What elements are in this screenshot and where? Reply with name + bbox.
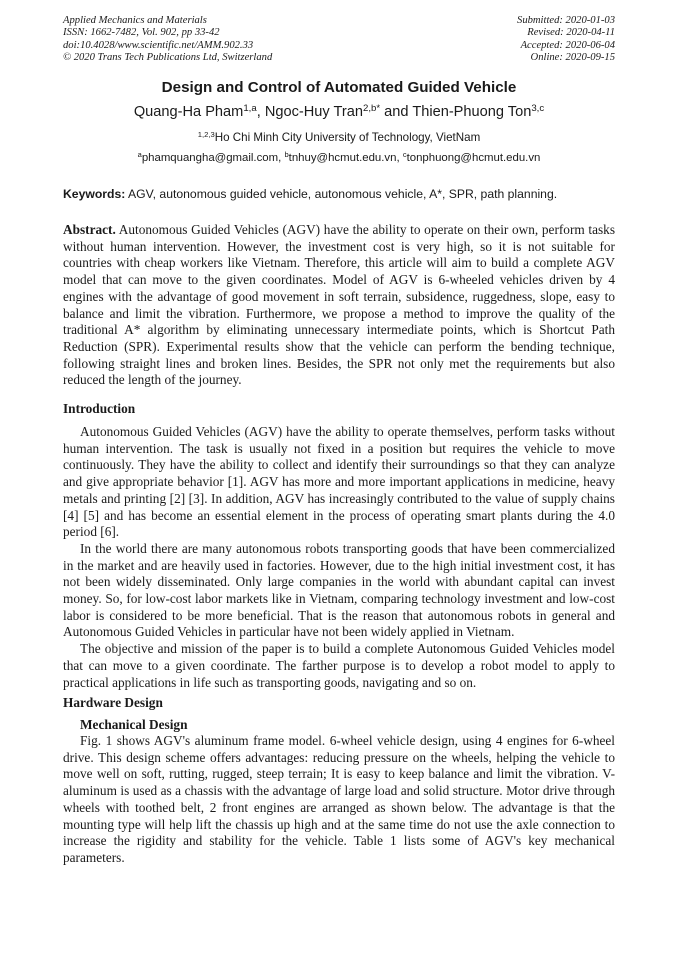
keywords [63,187,615,201]
email-list [0,149,678,164]
email-separator: , [278,152,285,164]
journal-name: Applied Mechanics and Materials [63,15,207,26]
abstract-text: Autonomous Guided Vehicles (AGV) have the ability to operate on their own, perform tasks without human intervention. However, the investment cost is very high, so it is not suitable for countries with cheap workers like Vietnam. Therefore, this article will aim to build a complete AGV model that can move to the given coordinates. Model of AGV is 6-wheeled vehicles driven by 4 engines with the advantage of good movement in soft terrain, subsidence, ruggedness, slope, easy to balance and limit the vibration. Furthermore, we propose a method to improve the quality of the traditional A* algorithm by eliminating unnecessary intermediate points, which is Shortcut Path Reduction (SPR). Experimental results show that the vehicle can perform the bending technique, following straight lines and broken lines. Besides, the SPR not only met the requirements but also reduced the length of the journey. [63,222,615,388]
journal-doi: doi:10.4028/www.scientific.net/AMM.902.33 [63,39,254,51]
email-marker: c [402,149,407,159]
author-marker: 1,a [243,102,257,114]
introduction-body [63,424,615,691]
journal-copyright: © 2020 Trans Tech Publications Ltd, Switzerland [63,52,273,64]
author-name: Thien-Phuong Ton [412,104,532,120]
hardware-heading: Hardware Design [63,695,163,710]
author-name: Ngoc-Huy Tran [264,104,363,120]
paragraph: Autonomous Guided Vehicles (AGV) have the ability to operate themselves, perform tasks without human intervention. The task is usually not fixed in a position but requires the vehicle to move continuously. They have the ability to collect and identify their surroundings so that they can analyze and give appropriate behavior [1]. AGV has more and more important applications in medicine, heavy metals and printing [2] [3]. In addition, AGV has increasingly contributed to the value of supply chains [4] [5] and has become an essential element in the process of operating smart plants during the 4.0 period [6]. [63,424,615,540]
paragraph: Fig. 1 shows AGV's aluminum frame model. 6-wheel vehicle design, using 4 engines for 6-wheel drive. This design scheme offers advantages: reducing pressure on the wheels, helping the vehicle to move well on soft, rutting, rugged, steep terrain; It is easy to keep balance and limit the vibration. V-aluminum is used as a chassis with the advantage of large load and solid structure. Motor drive through wheels with toothed belt, 2 front engines are arranged as shown below. The advantage is that the mounting type will help lift the chassis up high and at the same time do not use the axle connection to increase the rigidity and stability for the vehicle. Table 1 lists some of AGV's key mechanical parameters. [63,733,615,865]
journal-info [63,15,272,65]
paper-title: Design and Control of Automated Guided Vehicle [161,79,517,96]
submitted-date: Submitted: 2020-01-03 [517,15,615,26]
author-marker: 3,c [531,102,545,114]
email-address[interactable]: tnhuy@hcmut.edu.vn [288,152,397,164]
affiliation-text: Ho Chi Minh City University of Technology, VietNam [214,131,481,144]
affiliation-marker: 1,2,3 [197,129,215,139]
author-name: Quang-Ha Pham [133,104,244,120]
keywords-label: Keywords: [63,187,126,201]
author-marker: 2,b* [362,102,381,114]
author-separator: and [380,104,413,120]
abstract-label: Abstract. [63,222,116,237]
affiliation [0,131,678,144]
paragraph: The objective and mission of the paper is to build a complete Autonomous Guided Vehicles model that can move to a given coordinate. The farther purpose is to develop a robot model to apply to practical applications in life such as transporting goods, navigating and so on. [63,641,615,690]
paragraph: In the world there are many autonomous robots transporting goods that have been commercialized in the market and are heavily used in factories. However, due to the high initial investment cost, it has not been widely disseminated. Only large companies in the world with abundant capital can invest money. So, for low-cost labor markets like in Vietnam, comparing technology investment and low-cost labor is considered to be more beneficial. That is the reason that autonomous robots in general and Autonomous Guided Vehicles in particular have not been widely applied in Vietnam. [63,540,615,640]
introduction-heading: Introduction [63,401,136,416]
mechanical-subheading: Mechanical Design [80,717,188,732]
email-separator: , [396,152,403,164]
email-address[interactable]: tonphuong@hcmut.edu.vn [406,152,541,164]
email-marker: a [137,149,142,159]
keywords-text: AGV, autonomous guided vehicle, autonomous vehicle, A*, SPR, path planning. [125,187,558,201]
journal-issn: ISSN: 1662-7482, Vol. 902, pp 33-42 [63,27,220,39]
online-date: Online: 2020-09-15 [530,52,615,64]
hardware-body [63,733,615,867]
email-address[interactable]: phamquangha@gmail.com [141,152,279,164]
author-separator: , [256,104,265,120]
accepted-date: Accepted: 2020-06-04 [520,39,615,51]
author-list [0,104,678,120]
revised-date: Revised: 2020-04-11 [527,27,615,39]
email-marker: b [284,149,289,159]
submission-dates [517,15,615,65]
abstract [63,222,615,389]
